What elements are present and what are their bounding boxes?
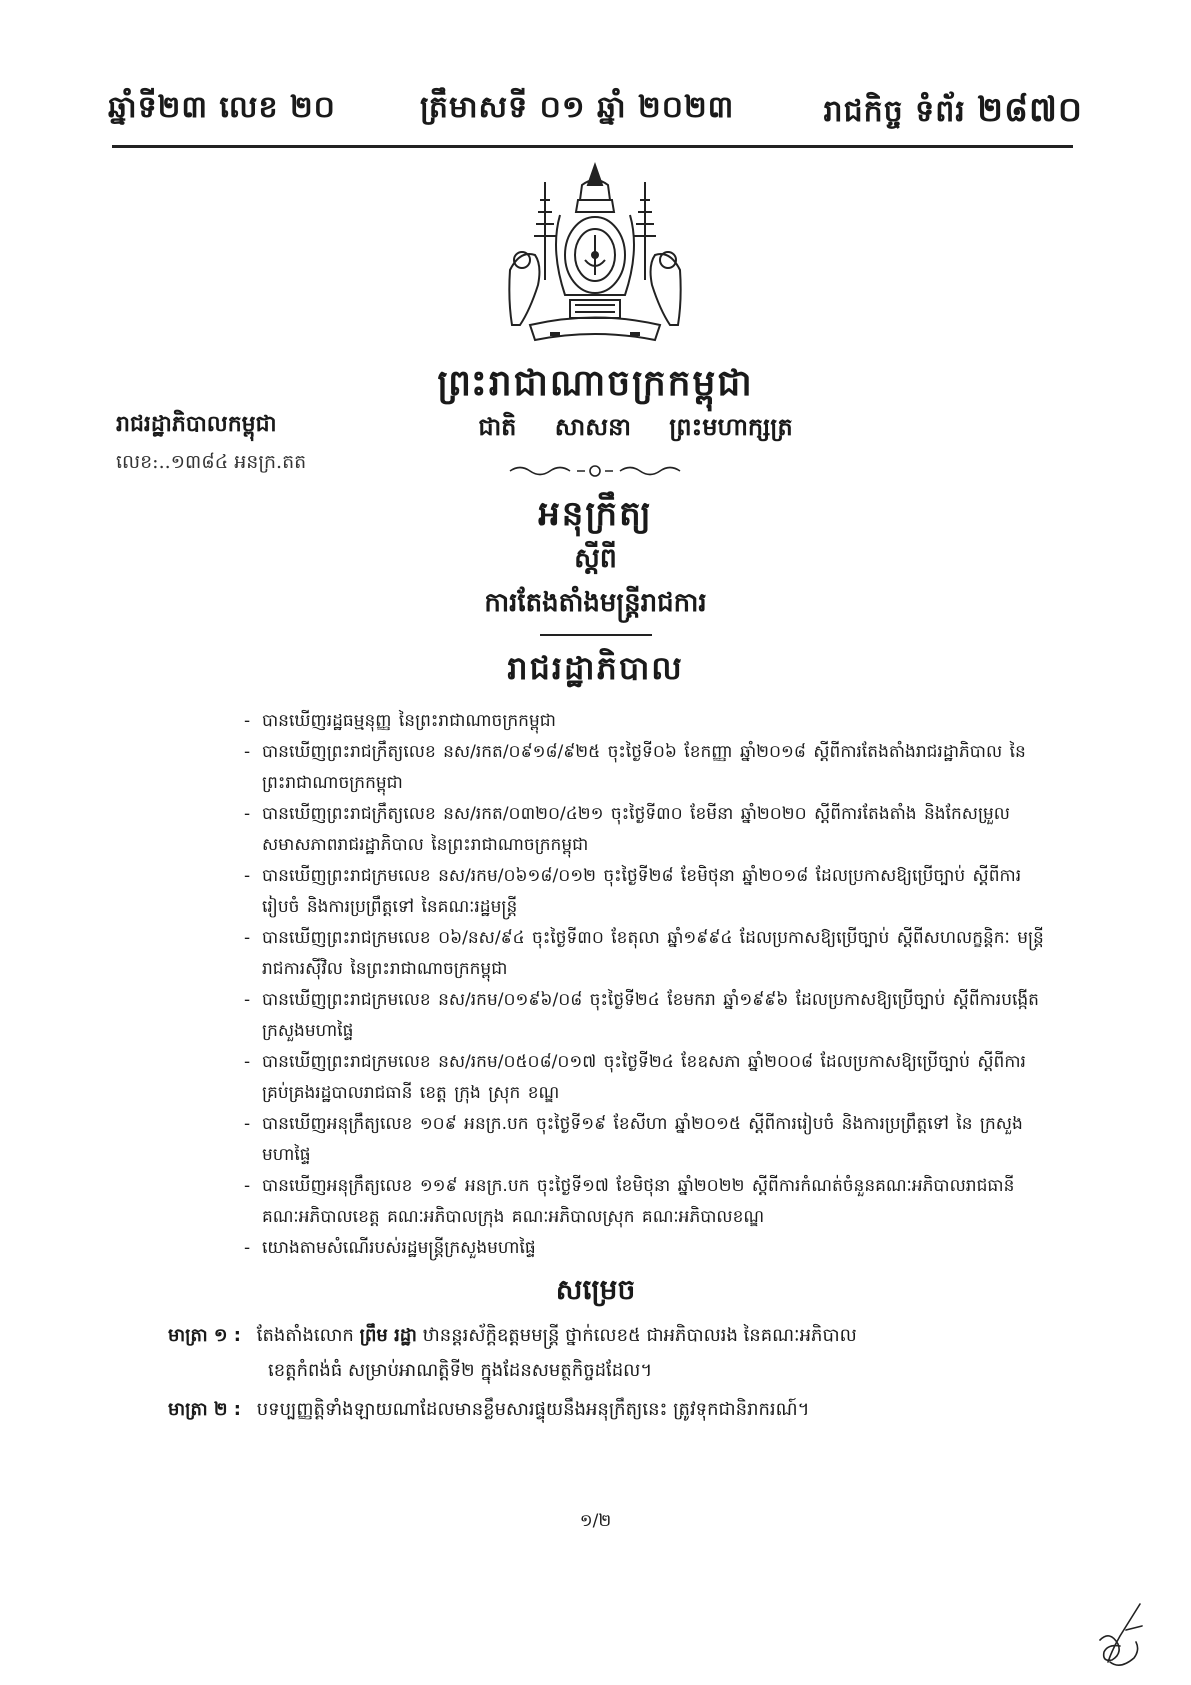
royal-coat-of-arms-icon <box>490 160 700 360</box>
gazette-page-number: ២៨៧០ <box>977 90 1083 130</box>
article-label: មាត្រា ១ : <box>168 1325 241 1346</box>
header-divider <box>112 145 1073 148</box>
recital-item: - បានឃើញអនុក្រឹត្យលេខ ១០៩ អនក្រ.បក ចុះថ្ងៃទី១៩ ខែសីហា ឆ្នាំ២០១៥ ស្តីពីការរៀបចំ និងការប្រព្រឹត្តទៅ នៃ ក្រសួងមហាផ្ទៃ <box>244 1109 1044 1171</box>
recital-item: - បានឃើញព្រះរាជក្រមលេខ ០៦/នស/៩៤ ចុះថ្ងៃទី៣០ ខែតុលា ឆ្នាំ១៩៩៤ ដែលប្រកាសឱ្យប្រើច្បាប់ ស្តីពីសហលក្ខន្តិកៈ មន្ត្រីរាជការស៊ីវិល នៃព្រះរាជាណាចក្រកម្ពុជា <box>244 923 1044 985</box>
recital-item: - បានឃើញព្រះរាជក្រមលេខ នស/រកម/០៦១៨/០១២ ចុះថ្ងៃទី២៨ ខែមិថុនា ឆ្នាំ២០១៨ ដែលប្រកាសឱ្យប្រើច្បាប់ ស្តីពីការរៀបចំ និងការប្រព្រឹត្តទៅ នៃគណៈរដ្ឋមន្ត្រី <box>244 861 1044 923</box>
article-text: តែងតាំងលោក <box>256 1325 354 1346</box>
article-text-continued: ខេត្តកំពង់ធំ សម្រាប់អាណត្តិទី២ ក្នុងដែនសមត្ថកិច្ចដដែល។ <box>268 1360 653 1381</box>
article-text: ឋានន្តរស័ក្តិឧត្តមមន្ត្រី ថ្នាក់លេខ៥ ជាអភិបាលរង នៃគណៈអភិបាល <box>422 1325 857 1346</box>
recital-item: - បានឃើញព្រះរាជក្រឹត្យលេខ នស/រកត/០៩១៨/៩២៥ ចុះថ្ងៃទី០៦ ខែកញ្ញា ឆ្នាំ២០១៨ ស្តីពីការតែងតាំងរាជរដ្ឋាភិបាល នៃព្រះរាជាណាចក្រកម្ពុជា <box>244 737 1044 799</box>
gazette-page-ref <box>824 88 1083 138</box>
about-label: ស្តីពី <box>574 543 617 574</box>
article-text: បទប្បញ្ញត្តិទាំងឡាយណាដែលមានខ្លឹមសារផ្ទុយនឹងអនុក្រឹត្យនេះ ត្រូវទុកជានិរាករណ៍។ <box>256 1399 810 1420</box>
subject-divider <box>540 634 652 636</box>
article-2 <box>168 1392 1048 1427</box>
gazette-page-prefix: រាជកិច្ច ទំព័រ <box>823 94 966 129</box>
reference-number: លេខ:..១៣៨៤ អនក្រ.តត <box>116 451 307 473</box>
article-label: មាត្រា ២ : <box>168 1399 241 1420</box>
recital-item: - យោងតាមសំណើរបស់រដ្ឋមន្ត្រីក្រសួងមហាផ្ទៃ <box>244 1233 1044 1264</box>
document-type: អនុក្រឹត្យ <box>538 494 653 534</box>
appointee-name: ព្រឹម រដ្ឋា <box>359 1325 417 1346</box>
issuer-name: រាជរដ្ឋាភិបាលកម្ពុជា <box>116 412 277 437</box>
gazette-quarter: ត្រឹមាសទី ០១ ឆ្នាំ ២០២៣ <box>420 90 735 125</box>
ornamental-divider-icon <box>505 462 685 480</box>
kingdom-title: ព្រះរាជាណាចក្រកម្ពុជា <box>437 363 754 404</box>
decision-heading: សម្រេច <box>555 1273 636 1306</box>
recital-item: - បានឃើញព្រះរាជក្រឹត្យលេខ នស/រកត/០៣២០/៤២១ ចុះថ្ងៃទី៣០ ខែមីនា ឆ្នាំ២០២០ ស្តីពីការតែងតាំង និងកែសម្រួល សមាសភាពរាជរដ្ឋាភិបាល នៃព្រះរាជាណាចក្រកម្ពុជា <box>244 799 1044 861</box>
recitals-list <box>244 706 1044 1264</box>
gazette-year-issue: ឆ្នាំទី២៣ លេខ ២០ <box>108 90 336 125</box>
national-motto: ជាតិ សាសនា ព្រះមហាក្សត្រ <box>478 413 793 441</box>
recital-item: - បានឃើញអនុក្រឹត្យលេខ ១១៩ អនក្រ.បក ចុះថ្ងៃទី១៧ ខែមិថុនា ឆ្នាំ២០២២ ស្តីពីការកំណត់ចំនួនគណៈអភិបាលរាជធានី គណៈអភិបាលខេត្ត គណៈអភិបាលក្រុង គណៈអភិបាលស្រុក គណៈអភិបាលខណ្ឌ <box>244 1171 1044 1233</box>
issuer-block <box>116 410 306 478</box>
authority-heading: រាជរដ្ឋាភិបាល <box>507 649 684 687</box>
handwritten-initials-icon <box>1090 1600 1148 1678</box>
recital-item: - បានឃើញព្រះរាជក្រមលេខ នស/រកម/០៥០៨/០១៧ ចុះថ្ងៃទី២៤ ខែឧសភា ឆ្នាំ២០០៨ ដែលប្រកាសឱ្យប្រើច្បាប់ ស្តីពីការគ្រប់គ្រងរដ្ឋបាលរាជធានី ខេត្ត ក្រុង ស្រុក ខណ្ឌ <box>244 1047 1044 1109</box>
recital-item: - បានឃើញរដ្ឋធម្មនុញ្ញ នៃព្រះរាជាណាចក្រកម្ពុជា <box>244 706 1044 737</box>
page-number: ១/២ <box>579 1511 612 1531</box>
article-1 <box>168 1318 1048 1388</box>
document-subject: ការតែងតាំងមន្ត្រីរាជការ <box>484 588 707 618</box>
recital-item: - បានឃើញព្រះរាជក្រមលេខ នស/រកម/០១៩៦/០៨ ចុះថ្ងៃទី២៤ ខែមករា ឆ្នាំ១៩៩៦ ដែលប្រកាសឱ្យប្រើច្បាប់ ស្តីពីការបង្កើតក្រសួងមហាផ្ទៃ <box>244 985 1044 1047</box>
